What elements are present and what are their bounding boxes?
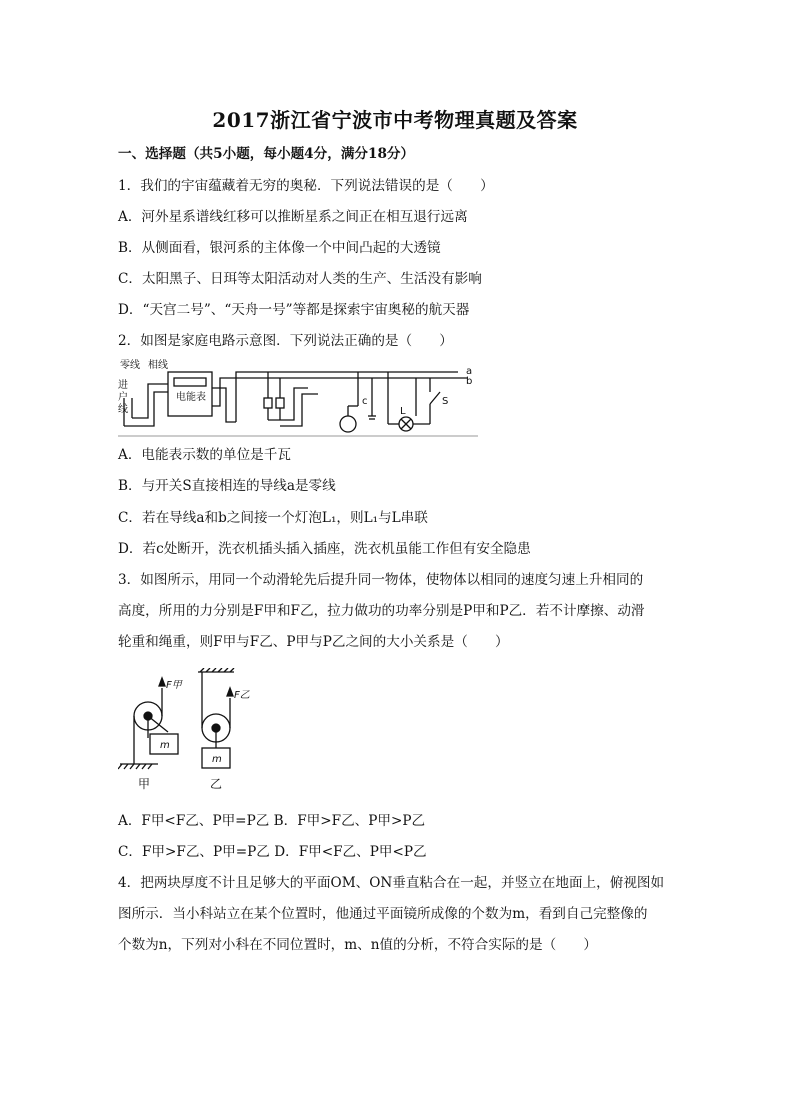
q2-option-d: D．若c处断开，洗衣机插头插入插座，洗衣机虽能工作但有安全隐患: [118, 541, 531, 557]
force-jia-label: F甲: [166, 680, 182, 691]
q1-option-c: C．太阳黑子、日珥等太阳活动对人类的生产、生活没有影响: [118, 271, 482, 287]
caption-jia: 甲: [138, 777, 151, 791]
q1-option-a: A．河外星系谱线红移可以推断星系之间正在相互退行远离: [118, 209, 468, 225]
label-entry-3: 线: [118, 404, 128, 415]
wire-a-label: a: [466, 366, 473, 377]
section-heading: 一、选择题（共5小题，每小题4分，满分18分）: [118, 146, 415, 162]
q1-stem: 1．我们的宇宙蕴藏着无穷的奥秘．下列说法错误的是（ ）: [118, 178, 494, 194]
q1-option-b: B．从侧面看，银河系的主体像一个中间凸起的大透镜: [118, 240, 441, 256]
meter-label: 电能表: [176, 392, 206, 403]
label-neutral-line: 零线: [120, 360, 140, 371]
mass-yi-label: m: [212, 754, 222, 765]
q2-option-c: C．若在导线a和b之间接一个灯泡L₁，则L₁与L串联: [118, 510, 428, 526]
label-live-line: 相线: [148, 360, 168, 371]
wire-b-label: b: [466, 376, 473, 387]
q3-stem-line-3: 轮重和绳重，则F甲与F乙、P甲与P乙之间的大小关系是（ ）: [118, 634, 509, 650]
q3-stem-line-2: 高度，所用的力分别是F甲和F乙，拉力做功的功率分别是P甲和P乙．若不计摩擦、动滑: [118, 603, 645, 619]
q3-options-cd: C．F甲>F乙、P甲=P乙 D．F甲<F乙、P甲<P乙: [118, 844, 427, 860]
q2-option-b: B．与开关S直接相连的导线a是零线: [118, 478, 336, 494]
q4-stem-line-1: 4．把两块厚度不计且足够大的平面OM、ON垂直粘合在一起，并竖立在地面上，俯视图如: [118, 875, 665, 891]
q4-stem-line-3: 个数为n，下列对小科在不同位置时，m、n值的分析，不符合实际的是（ ）: [118, 937, 597, 953]
q3-stem-line-1: 3．如图所示，用同一个动滑轮先后提升同一物体，使物体以相同的速度匀速上升相同的: [118, 572, 644, 588]
q2-option-a: A．电能表示数的单位是千瓦: [118, 447, 291, 463]
lamp-L-label: L: [400, 406, 406, 417]
label-entry-1: 进: [118, 380, 128, 391]
q3-options-ab: A．F甲<F乙、P甲=P乙 B．F甲>F乙、P甲>P乙: [118, 813, 426, 829]
household-circuit-figure: [118, 358, 478, 438]
force-yi-label: F乙: [234, 690, 250, 701]
label-entry-2: 户: [118, 392, 128, 403]
caption-yi: 乙: [210, 777, 223, 791]
q2-stem: 2．如图是家庭电路示意图．下列说法正确的是（ ）: [118, 333, 453, 349]
mass-jia-label: m: [160, 740, 170, 751]
switch-S-label: S: [442, 396, 449, 407]
q4-stem-line-2: 图所示．当小科站立在某个位置时，他通过平面镜所成像的个数为m，看到自己完整像的: [118, 906, 648, 922]
pulley-figure: [118, 668, 258, 796]
document-title: 2017浙江省宁波市中考物理真题及答案: [212, 108, 578, 132]
q1-option-d: D．“天宫二号”、“天舟一号”等都是探索宇宙奥秘的航天器: [118, 302, 470, 318]
point-c-label: c: [362, 396, 368, 407]
